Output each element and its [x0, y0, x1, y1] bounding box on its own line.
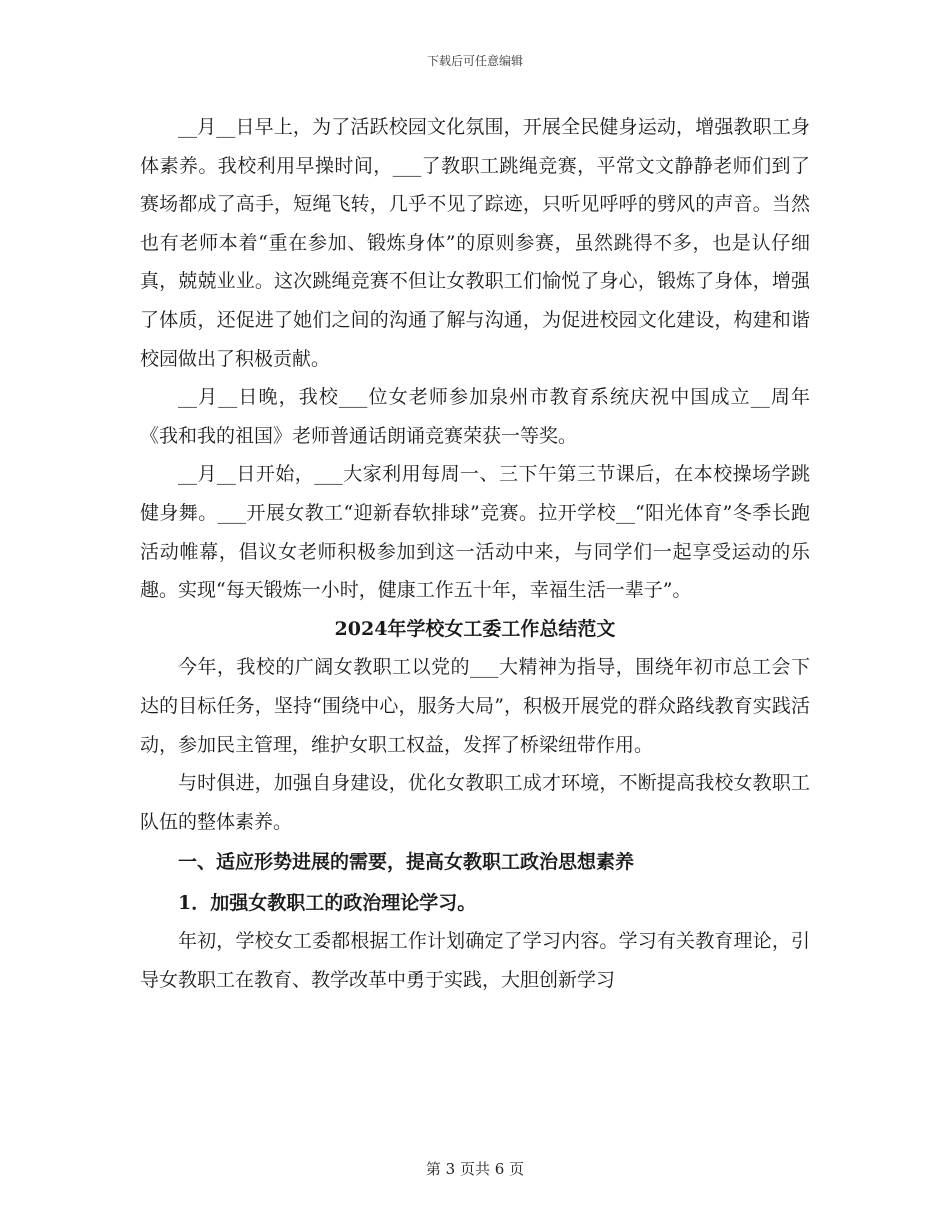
paragraph-rope-skipping: __月__日早上，为了活跃校园文化氛围，开展全民健身运动，增强教职工身体素养。我校利用早操时间，___了教职工跳绳竞赛，平常文文静静老师们到了赛场都成了高手，短绳飞转，几乎不见了踪迹，只听见呼呼的劈风的声音。当然也有老师本着“重在参加、锻炼身体”的原则参赛，虽然跳得不多，也是认仔细真，兢兢业业。这次跳绳竞赛不但让女教职工们愉悦了身心，锻炼了身体，增强了体质，还促进了她们之间的沟通了解与沟通，为促进校园文化建设，构建和谐校园做出了积极贡献。	[140, 116, 810, 370]
paragraph-fitness-dance: __月__日开始，___大家利用每周一、三下午第三节课后，在本校操场学跳健身舞。___开展女教工“迎新春软排球”竞赛。拉开学校__“阳光体育”冬季长跑活动帷幕，倡议女老师积极参加到这一活动中来，与同学们一起享受运动的乐趣。实现“每天锻炼一小时，健康工作五十年，幸福生活一辈子”。	[140, 463, 810, 602]
page-footer: 第 3 页共 6 页	[425, 1160, 525, 1178]
paragraph-study: 年初，学校女工委都根据工作计划确定了学习内容。学习有关教育理论，引导女教职工在教育、教学改革中勇于实践，大胆创新学习	[140, 930, 810, 992]
paragraph-self-building: 与时俱进，加强自身建设，优化女教职工成才环境，不断提高我校女教职工队伍的整体素养。	[140, 772, 810, 833]
document-body	[140, 108, 810, 1000]
paragraph-intro: 今年，我校的广阔女教职工以党的___大精神为指导，围绕年初市总工会下达的目标任务，坚持“围绕中心，服务大局”，积极开展党的群众路线教育实践活动，参加民主管理，维护女职工权益，发挥了桥梁纽带作用。	[140, 656, 810, 756]
paragraph-recitation: __月__日晚，我校___位女老师参加泉州市教育系统庆祝中国成立__周年《我和我的祖国》老师普通话朗诵竞赛荣获一等奖。	[140, 386, 810, 447]
sub-heading: 1．加强女教职工的政治理论学习。	[178, 891, 477, 914]
page-header: 下载后可任意编辑	[426, 54, 523, 68]
section-heading: 一、适应形势进展的需要，提高女教职工政治思想素养	[178, 851, 635, 874]
article-title: 2024年学校女工委工作总结范文	[334, 617, 616, 640]
